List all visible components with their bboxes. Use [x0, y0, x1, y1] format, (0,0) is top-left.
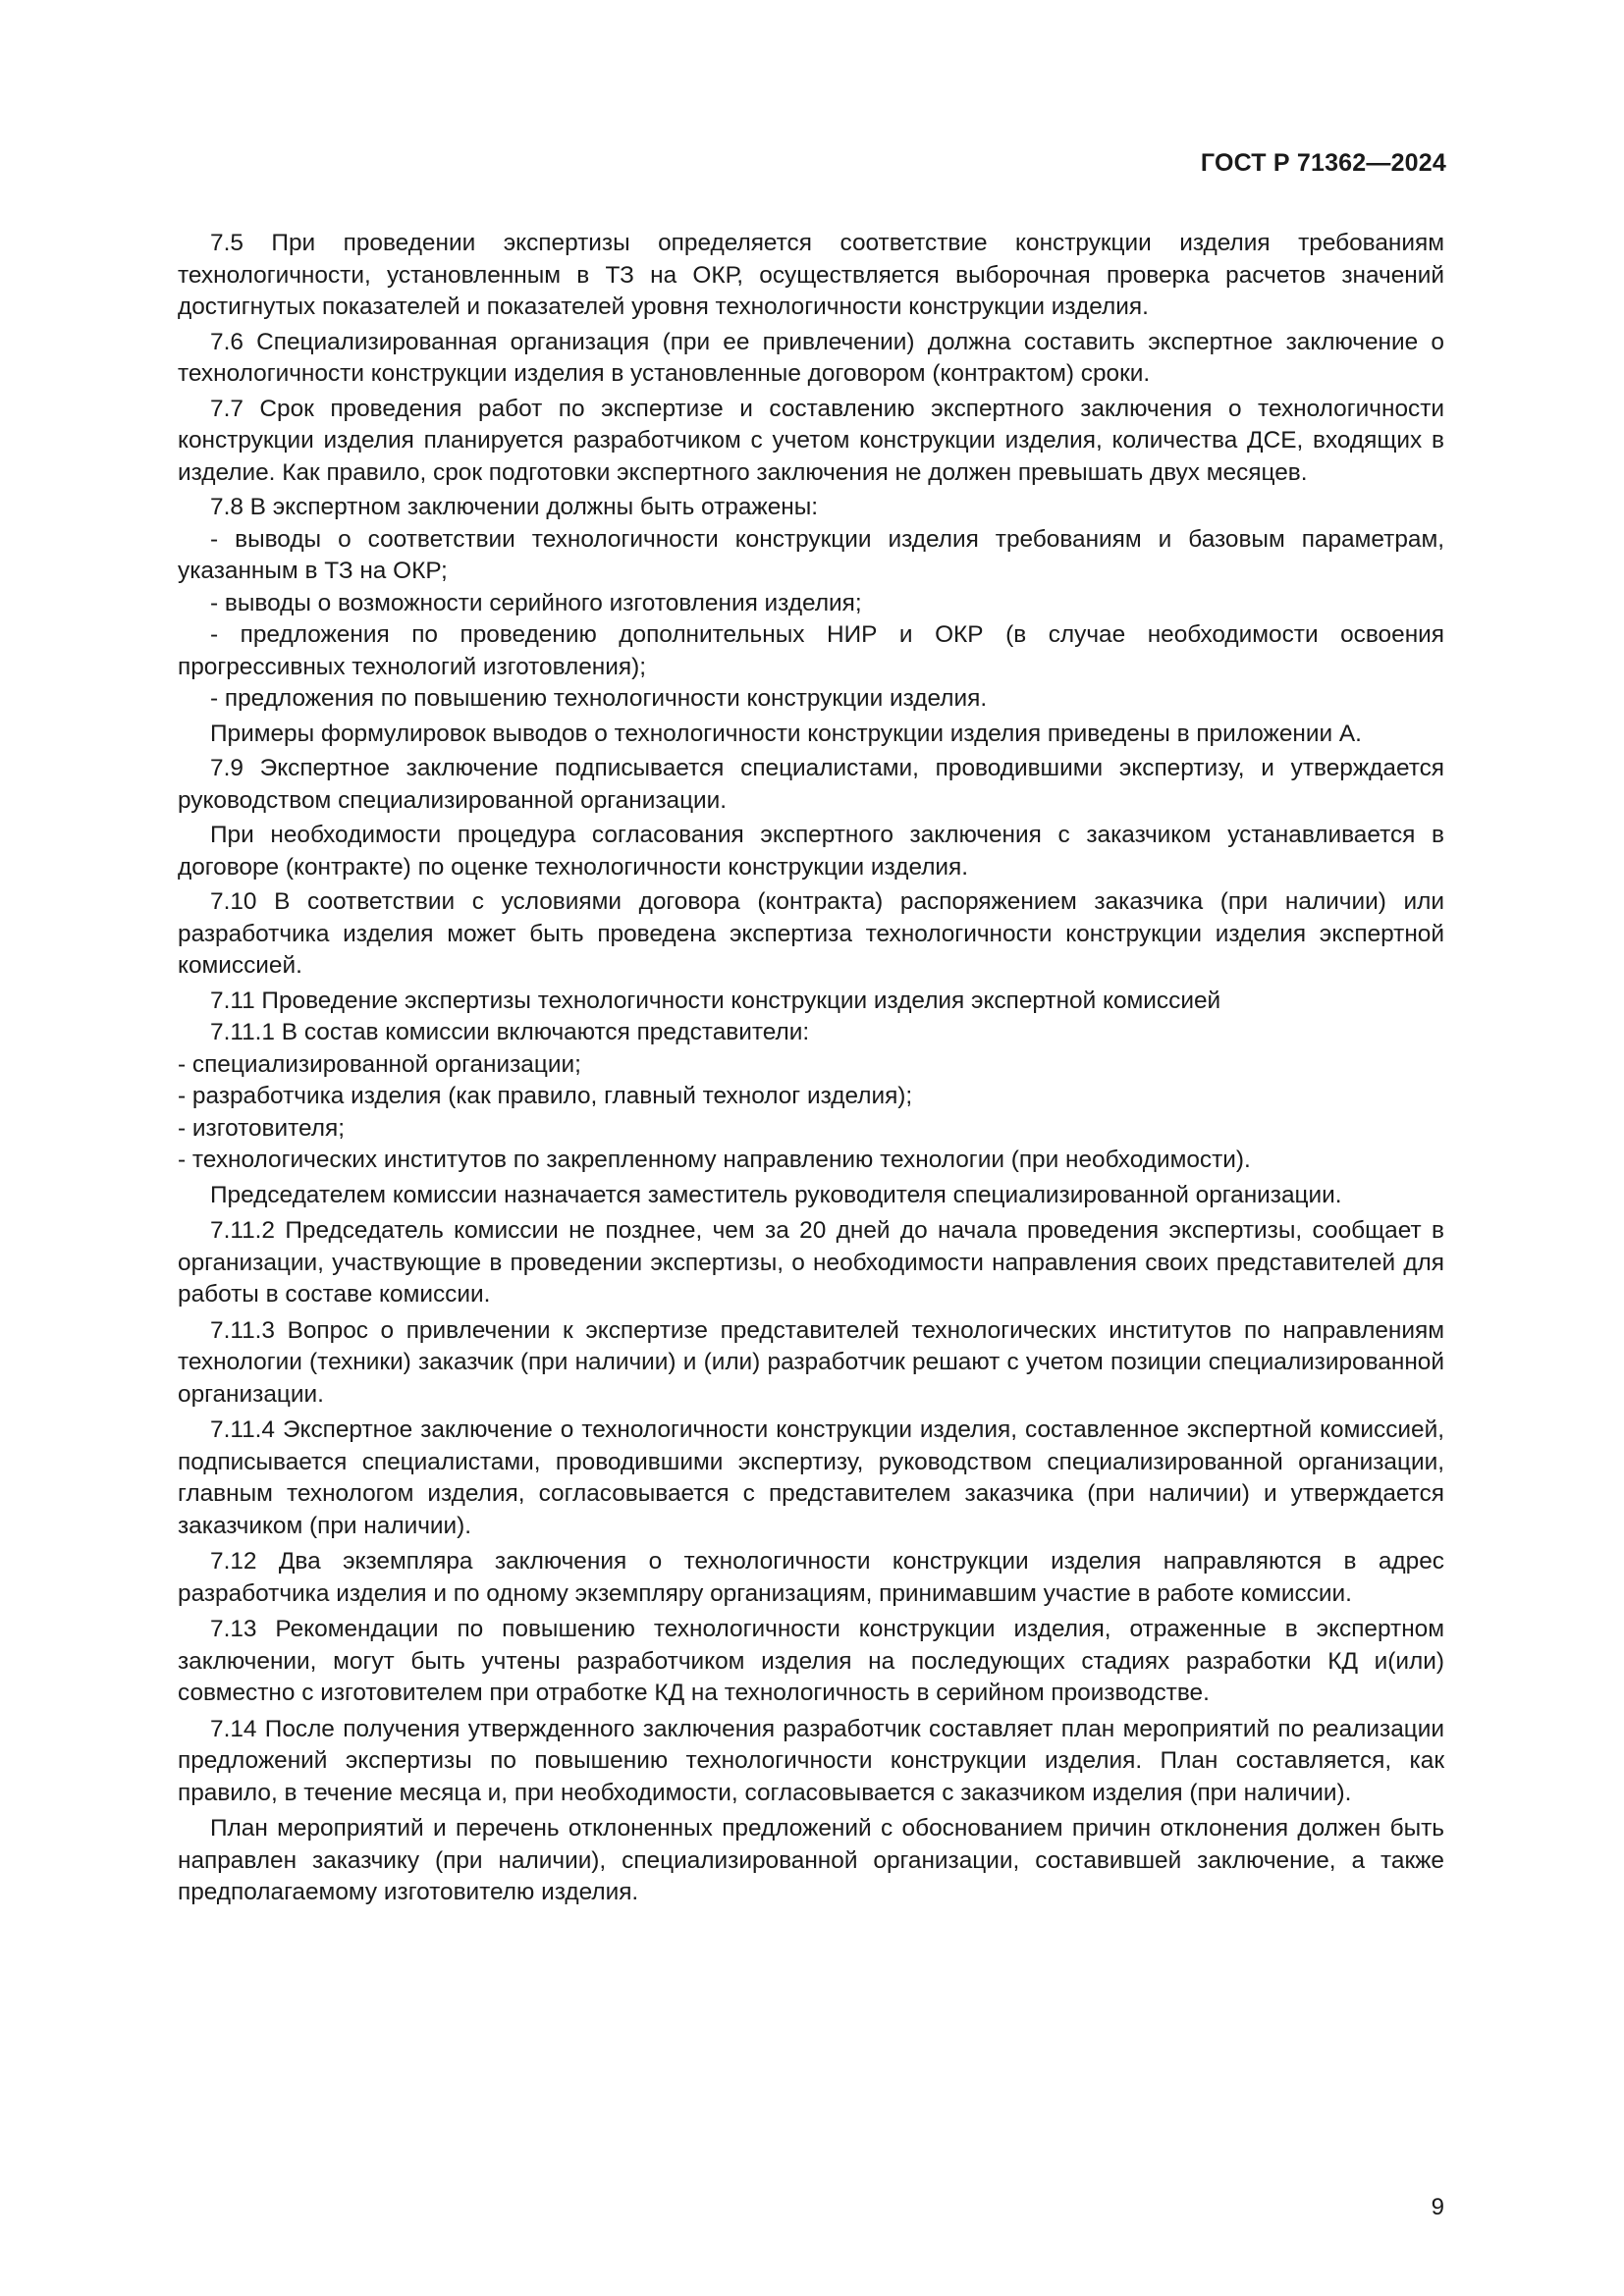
list-item: - разработчика изделия (как правило, главный технолог изделия); [178, 1083, 913, 1109]
clause-7-9: 7.9 Экспертное заключение подписывается специалистами, проводившими экспертизу, и утверждается руководством специализированной организации. [178, 755, 1444, 814]
clause-7-11-4: 7.11.4 Экспертное заключение о технологичности конструкции изделия, составленное экспертной комиссией, подписывается специалистами, проводившими экспертизу, руководством специализированной организации, главным технологом изделия, согласовывается с представителем заказчика (при наличии) и утверждается заказчиком (при наличии). [178, 1416, 1444, 1539]
clause-7-13: 7.13 Рекомендации по повышению технологичности конструкции изделия, отраженные в экспертном заключении, могут быть учтены разработчиком изделия на последующих стадиях разработки КД и(или) совместно с изготовителем при отработке КД на технологичность в серийном производстве. [178, 1616, 1444, 1706]
clause-7-14: 7.14 После получения утвержденного заключения разработчик составляет план мероприятий по реализации предложений экспертизы по повышению технологичности конструкции изделия. План составляется, как правило, в течение месяца и, при необходимости, согласовывается с заказчиком изделия (при наличии). [178, 1715, 1444, 1806]
clause-7-11-3: 7.11.3 Вопрос о привлечении к экспертизе представителей технологических институтов по направлениям технологии (техники) заказчик (при наличии) и (или) разработчик решают с учетом позиции специализированной организации. [178, 1316, 1444, 1408]
document-body [178, 228, 1444, 1909]
paragraph-approval-procedure: При необходимости процедура согласования экспертного заключения с заказчиком устанавливается в договоре (контракте) по оценке технологичности конструкции изделия. [178, 822, 1444, 881]
clause-7-8: 7.8 В экспертном заключении должны быть отражены: [210, 494, 819, 520]
clause-7-6: 7.6 Специализированная организация (при ее привлечении) должна составить экспертное заключение о технологичности конструкции изделия в установленные договором (контрактом) сроки. [178, 328, 1444, 387]
standard-code-header: ГОСТ Р 71362—2024 [1200, 149, 1446, 177]
clause-7-11: 7.11 Проведение экспертизы технологичности конструкции изделия экспертной комиссией [210, 987, 1221, 1014]
list-item: - выводы о возможности серийного изготовления изделия; [210, 589, 862, 616]
clause-7-12: 7.12 Два экземпляра заключения о технологичности конструкции изделия направляются в адрес разработчика изделия и по одному экземпляру организациям, принимавшим участие в работе комиссии. [178, 1548, 1444, 1607]
clause-7-5: 7.5 При проведении экспертизы определяется соответствие конструкции изделия требованиям технологичности, установленным в ТЗ на ОКР, осуществляется выборочная проверка расчетов значений достигнутых показателей и показателей уровня технологичности конструкции изделия. [178, 230, 1444, 320]
list-item: - предложения по проведению дополнительных НИР и ОКР (в случае необходимости освоения прогрессивных технологий изготовления); [178, 621, 1444, 680]
clause-7-7: 7.7 Срок проведения работ по экспертизе и составлению экспертного заключения о технологичности конструкции изделия планируется разработчиком с учетом конструкции изделия, количества ДСЕ, входящих в изделие. Как правило, срок подготовки экспертного заключения не должен превышать двух месяцев. [178, 395, 1444, 486]
paragraph-commission-chair: Председателем комиссии назначается заместитель руководителя специализированной организации. [210, 1181, 1342, 1208]
paragraph-action-plan: План мероприятий и перечень отклоненных предложений с обоснованием причин отклонения должен быть направлен заказчику (при наличии), специализированной организации, составившей заключение, а также предполагаемому изготовителю изделия. [178, 1815, 1444, 1905]
list-item: - предложения по повышению технологичности конструкции изделия. [210, 685, 988, 712]
page-number: 9 [1431, 2194, 1444, 2220]
list-item: - изготовителя; [178, 1114, 346, 1142]
clause-7-11-1: 7.11.1 В состав комиссии включаются представители: [210, 1019, 810, 1045]
list-item: - специализированной организации; [178, 1050, 581, 1078]
list-item: - технологических институтов по закрепленному направлению технологии (при необходимости). [178, 1147, 1251, 1173]
clause-7-11-2: 7.11.2 Председатель комиссии не позднее, чем за 20 дней до начала проведения экспертизы, сообщает в организации, участвующие в проведении экспертизы, о необходимости направления своих представителей для работы в составе комиссии. [178, 1217, 1444, 1308]
clause-7-10: 7.10 В соответствии с условиями договора (контракта) распоряжением заказчика (при наличии) или разработчика изделия может быть проведена экспертиза технологичности конструкции изделия экспертной комиссией. [178, 888, 1444, 979]
list-item: - выводы о соответствии технологичности конструкции изделия требованиям и базовым параметрам, указанным в ТЗ на ОКР; [178, 525, 1444, 584]
paragraph-annex-reference: Примеры формулировок выводов о технологичности конструкции изделия приведены в приложении А. [210, 720, 1362, 747]
